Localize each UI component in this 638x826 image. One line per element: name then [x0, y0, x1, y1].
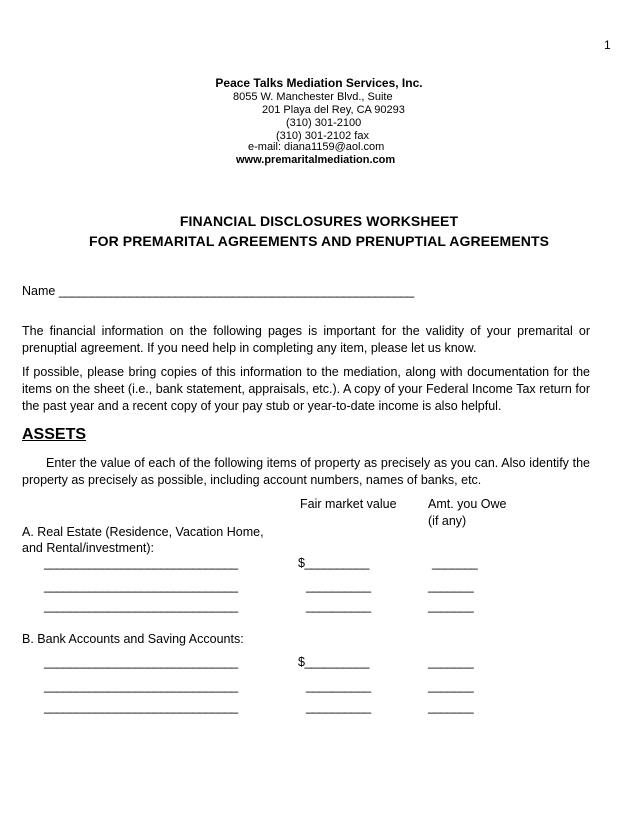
org-email: e-mail: diana1159@aol.com	[248, 141, 385, 153]
bank-account-fmv-field[interactable]: __________	[306, 679, 371, 693]
name-field-row	[22, 284, 414, 298]
bank-account-fmv-field[interactable]: $__________	[298, 655, 369, 669]
bank-account-owe-field[interactable]: _______	[428, 700, 474, 714]
org-address-line1: 8055 W. Manchester Blvd., Suite	[233, 91, 393, 103]
bank-account-owe-field[interactable]: _______	[428, 679, 474, 693]
org-website: www.premaritalmediation.com	[236, 154, 396, 166]
assets-intro-paragraph: Enter the value of each of the following items of property as precisely as you can. Also identify the property as precisely as possible, including account numbers, names of banks, etc.	[22, 456, 590, 487]
bank-account-desc-field[interactable]: ______________________________	[44, 700, 238, 714]
documentation-paragraph: If possible, please bring copies of this information to the mediation, along with documentation for the items on the sheet (i.e., bank statement, appraisals, etc.). A copy of your Federal Income Tax return for the past year and a recent copy of your pay stub or year-to-date income is also helpful.	[22, 365, 590, 413]
page-number: 1	[604, 38, 611, 52]
bank-account-owe-field[interactable]: _______	[428, 655, 474, 669]
intro-paragraph: The financial information on the following pages is important for the validity of your premarital or prenuptial agreement. If you need help in completing any item, please let us know.	[22, 324, 590, 355]
column-header-fmv: Fair market value	[300, 497, 397, 511]
assets-heading: ASSETS	[22, 426, 87, 443]
section-real-estate-label: A. Real Estate (Residence, Vacation Home,	[22, 525, 264, 539]
bank-account-desc-field[interactable]: ______________________________	[44, 679, 238, 693]
worksheet-title: FINANCIAL DISCLOSURES WORKSHEET	[179, 213, 459, 229]
real-estate-fmv-field[interactable]: __________	[306, 599, 371, 613]
real-estate-owe-field[interactable]: _______	[428, 579, 474, 593]
real-estate-owe-field[interactable]: _______	[428, 599, 474, 613]
name-label: Name	[22, 284, 56, 298]
org-phone: (310) 301-2100	[286, 117, 362, 129]
name-input-line[interactable]: _______________________________________________________	[58, 284, 414, 298]
worksheet-subtitle: FOR PREMARITAL AGREEMENTS AND PRENUPTIAL AGREEMENTS	[88, 233, 550, 249]
column-header-owe-note: (if any)	[428, 514, 467, 528]
org-name: Peace Talks Mediation Services, Inc.	[215, 76, 423, 90]
real-estate-desc-field[interactable]: ______________________________	[44, 579, 238, 593]
section-bank-accounts-label: B. Bank Accounts and Saving Accounts:	[22, 632, 244, 646]
real-estate-desc-field[interactable]: ______________________________	[44, 556, 238, 570]
section-real-estate-label-cont: and Rental/investment):	[22, 541, 155, 555]
org-fax: (310) 301-2102 fax	[276, 130, 369, 142]
real-estate-fmv-field[interactable]: __________	[306, 579, 371, 593]
org-address-line2: 201 Playa del Rey, CA 90293	[262, 104, 405, 116]
real-estate-fmv-field[interactable]: $__________	[298, 556, 369, 570]
real-estate-desc-field[interactable]: ______________________________	[44, 599, 238, 613]
column-header-owe: Amt. you Owe	[428, 497, 507, 511]
bank-account-fmv-field[interactable]: __________	[306, 700, 371, 714]
bank-account-desc-field[interactable]: ______________________________	[44, 655, 238, 669]
real-estate-owe-field[interactable]: _______	[432, 556, 478, 570]
